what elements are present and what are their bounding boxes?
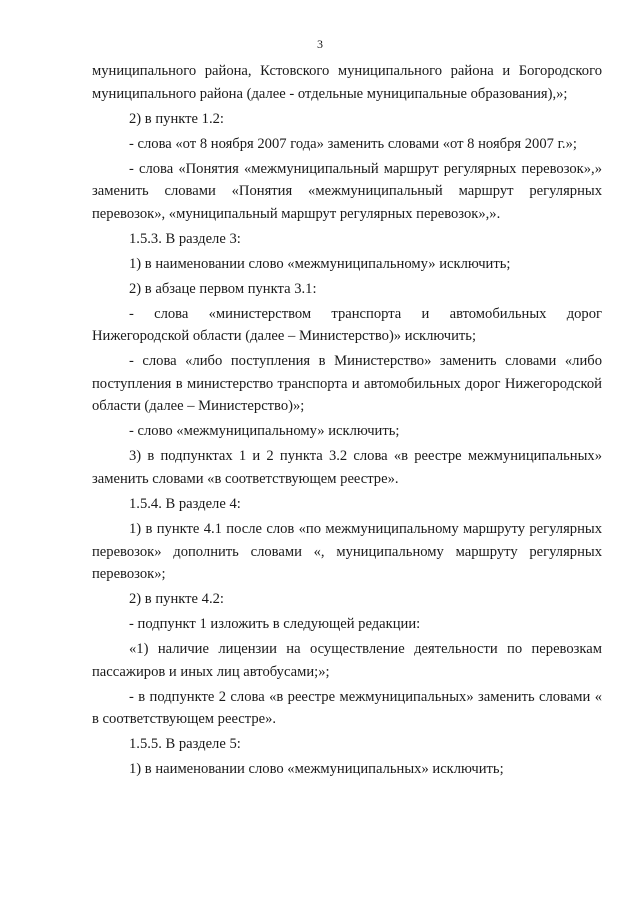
section-heading: 1.5.5. В разделе 5:	[129, 736, 241, 753]
paragraph: - слова «либо поступления в Министерство» заменить словами «либо поступления в министерство транспорта и автомобильных дорог Нижегородской области (далее – Министерство)»;	[92, 353, 602, 415]
paragraph: 3) в подпунктах 1 и 2 пункта 3.2 слова «в реестре межмуниципальных» заменить словами «в соответствующем реестре».	[92, 448, 602, 487]
paragraph: 1) в наименовании слово «межмуниципальных» исключить;	[129, 761, 504, 778]
paragraph: 2) в абзаце первом пункта 3.1:	[129, 280, 317, 297]
paragraph: 1) в наименовании слово «межмуниципальному» исключить;	[129, 255, 511, 272]
paragraph: - слова «Понятия «межмуниципальный маршрут регулярных перевозок»,» заменить словами «Понятия «межмуниципальный маршрут регулярных перевозок», «муниципальный маршрут регулярных перевозок»,».	[92, 160, 602, 222]
paragraph: 2) в пункте 1.2:	[129, 110, 224, 127]
section-heading: 1.5.4. В разделе 4:	[129, 495, 241, 512]
section-heading: 1.5.3. В разделе 3:	[129, 230, 241, 247]
paragraph: - слово «межмуниципальному» исключить;	[129, 423, 400, 440]
paragraph: - слова «от 8 ноября 2007 года» заменить словами «от 8 ноября 2007 г.»;	[129, 135, 577, 152]
paragraph: - слова «министерством транспорта и автомобильных дорог Нижегородской области (далее – Министерство)» исключить;	[92, 305, 602, 345]
paragraph: 2) в пункте 4.2:	[129, 591, 224, 608]
paragraph: 1) в пункте 4.1 после слов «по межмуниципальному маршруту регулярных перевозок» дополнить словами «, муниципальному маршруту регулярных перевозок»;	[92, 520, 602, 583]
paragraph-continuation: муниципального района, Кстовского муниципального района и Богородского муниципального района (далее - отдельные муниципальные образования),»;	[92, 63, 602, 102]
page-number: 3	[317, 37, 323, 51]
paragraph: - в подпункте 2 слова «в реестре межмуниципальных» заменить словами « в соответствующем реестре».	[92, 688, 602, 728]
paragraph: «1) наличие лицензии на осуществление деятельности по перевозкам пассажиров и иных лиц автобусами;»;	[92, 641, 602, 680]
document-body	[92, 60, 602, 783]
paragraph: - подпункт 1 изложить в следующей редакции:	[129, 616, 421, 633]
